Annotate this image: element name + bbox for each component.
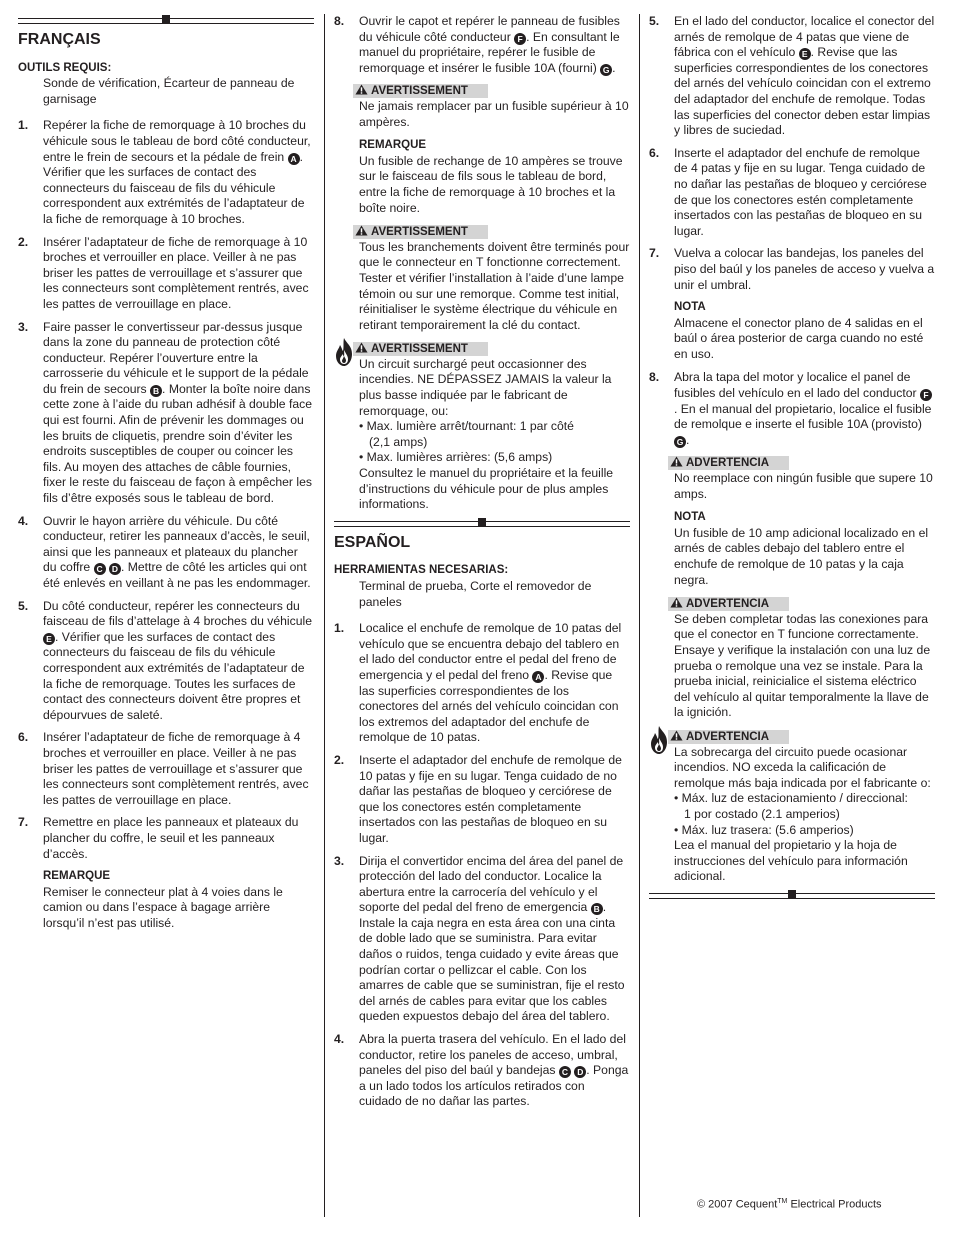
copyright-footer: © 2007 Cequent™ Electrical Products	[697, 1198, 882, 1211]
callout-g-icon: G	[674, 436, 686, 448]
section-rule	[18, 18, 314, 24]
spanish-note7: Almacene el conector plano de 4 salidas en el baúl o área posterior de carga cuando no esté en uso.	[674, 315, 924, 361]
column-divider	[324, 14, 325, 1217]
french-warning-2: AVERTISSEMENT Tous les branchements doivent être terminés pour que le connecteur en T fonctionne correctement. Tester et vérifier l’installation à l’aide d’une lampe témoin ou sur une remorque. Comme test initial, réinitialiser le système électrique du véhicule en retirant temporairement la clé du contact.	[334, 224, 630, 333]
section-rule	[334, 521, 630, 527]
instruction-step: 3. Faire passer le convertisseur par-dessus jusque dans la zone du panneau de protection côté conducteur. Repérer l’ouverture entre la carrosserie du véhicule et le support de la pédale du frein de secours B . Monter la boîte noire dans cette zone à l’aide du ruban adhésif à double face qui est fourni. Afin de prévenir les dommages ou les bruits de cliquetis, prendre soin d’éviter les endroits susceptibles de couper ou coincer les fils. Au moyen des attaches de câble fournies, fixer le reste du faisceau de façon à empêcher les fils d’être exposés sous le tableau de bord.	[18, 319, 312, 506]
callout-e-icon: E	[43, 633, 55, 645]
instruction-step: 4. Abra la puerta trasera del vehículo. En el lado del conductor, retire los paneles de acceso, umbral, paneles del piso del baúl y bandejas C D . Ponga a un lado todos los artículos retirados con cuidado de no dañar las partes.	[334, 1032, 629, 1109]
instruction-step: 2. Insérer l’adaptateur de fiche de remorquage à 10 broches et verrouiller en place. Veiller à ne pas briser les pattes de verrouillage et s’assurer que les connecteurs sont complètement rentrés, avec les pattes de verrouillage en place.	[18, 234, 309, 311]
instruction-step: 7. Vuelva a colocar las bandejas, los paneles del piso del baúl y los paneles de acceso y vuelva a unir el umbral.	[649, 246, 935, 292]
callout-c-icon: C	[94, 563, 106, 575]
column-divider	[639, 14, 640, 1217]
callout-f-icon: F	[514, 33, 526, 45]
instruction-step: 4. Ouvrir le hayon arrière du véhicule. Du côté conducteur, retirer les panneaux d’accès, le seuil, ainsi que les panneaux et plateaux du plancher du coffre C D . Mettre de côté les articles qui ont été enlevés en veillant à ne pas les endommager.	[18, 513, 311, 590]
instruction-step: 3. Dirija el convertidor encima del área del panel de protección del lado del conductor. Localice la abertura entre la carrocería del vehículo y el soporte del pedal del freno de emergencia B . Instale la caja negra en esta área con una cinta de doble lado que se suministra. Para evitar daños o ruidos, tenga cuidado y evite áreas que podrían cortar o pellizcar el cable. Con los amarres de cable que se suministran, fije el resto del arnés de cables para evitar que los cables queden expuestos debajo del área del tablero.	[334, 853, 625, 1024]
spanish-steps-1-4	[334, 621, 630, 1110]
fire-icon	[648, 725, 670, 755]
column-french-2	[334, 14, 630, 1117]
callout-d-icon: D	[574, 1066, 586, 1078]
instruction-step: 5. En el lado del conductor, localice el conector del arnés de remolque de 4 patas que viene de fábrica con el vehículo E . Revise que las superficies correspondientes de los conectores del arnés del vehículo coincidan con el extremo del adaptador del enchufe de remolque. Todas las superficies del conector deben estar limpias y libres de suciedad.	[649, 14, 935, 138]
spanish-tools: Terminal de prueba, Corte el removedor de paneles	[359, 579, 592, 609]
spanish-heading: ESPAÑOL	[334, 533, 411, 551]
spanish-tools-title: HERRAMIENTAS NECESARIAS:	[334, 564, 509, 577]
spanish-warning-3: ADVERTENCIA La sobrecarga del circuito puede ocasionar incendios. NO exceda la calificación de remolque más baja indicada por el fabricante o: • Máx. luz de estacionamiento / direccional: 1 por costado (2.1 amperios) • Máx. luz trasera: (5.6 amperios) Lea el manual del propietario y la hoja de instrucciones del vehículo para información adicional.	[649, 729, 935, 885]
section-rule	[649, 893, 935, 899]
callout-d-icon: D	[109, 563, 121, 575]
callout-b-icon: B	[150, 385, 162, 397]
french-warning-3: AVERTISSEMENT Un circuit surchargé peut occasionner des incendies. NE DÉPASSEZ JAMAIS la valeur la plus basse indiquée par le fabricant de remorquage, ou: • Max. lumière arrêt/tournant: 1 par côté (2,1 amps) • Max. lumières arrières: (5,6 amps) Consultez le manuel du propriétaire et la feuille d’instructions du véhicule pour de plus amples informations.	[334, 341, 630, 513]
instruction-step: 7. Remettre en place les panneaux et plateaux du plancher du coffre, le seuil et les panneaux d’accès.	[18, 815, 299, 861]
french-step-8	[334, 14, 630, 76]
fire-icon	[333, 337, 355, 367]
callout-c-icon: C	[559, 1066, 571, 1078]
warning-icon	[670, 730, 683, 741]
warning-icon	[355, 84, 368, 95]
french-heading: FRANÇAIS	[18, 31, 101, 48]
instruction-step: 8. Ouvrir le capot et repérer le panneau de fusibles du véhicule côté conducteur F . En consultant le manuel du propriétaire, repérer le fusible de remorquage et insérer le fusible 10A (fourni) G .	[334, 14, 620, 75]
french-note7: Remiser le connecteur plat à 4 voies dans le camion ou dans l’espace à bagage arrière lorsqu’il n’est pas utilisé.	[43, 884, 283, 930]
french-warning-1: AVERTISSEMENT Ne jamais remplacer par un fusible supérieur à 10 ampères.	[334, 83, 630, 130]
instruction-step: 5. Du côté conducteur, repérer les connecteurs du faisceau de fils d’attelage à 4 broches du véhicule E . Vérifier que les surfaces de contact des connecteurs du faisceau de fils du véhicule correspondent aux extrémités de l’adaptateur de la fiche de remorquage. Toutes les surfaces de contact des connecteurs doivent être propres et dépourvues de saleté.	[18, 598, 312, 722]
french-note8: Un fusible de rechange de 10 ampères se trouve sur le faisceau de fils sous le tableau de bord, entre la fiche de remorquage à 10 broches et la boîte noire.	[359, 153, 623, 215]
callout-f-icon: F	[920, 389, 932, 401]
french-note8-title: REMARQUE	[359, 139, 427, 152]
callout-e-icon: E	[799, 48, 811, 60]
french-note7-title: REMARQUE	[43, 870, 111, 883]
spanish-warning-2: ADVERTENCIA Se deben completar todas las conexiones para que el conector en T funcione correctamente. Ensaye y verifique la instalación con una luz de prueba o remolque una vez se instale. Para la prueba inicial, reinicialice el sistema eléctrico del vehículo al quitar temporalmente la llave de la ignición.	[649, 596, 935, 721]
french-tools: Sonde de vérification, Écarteur de panneau de garnisage	[43, 76, 295, 106]
instruction-step: 6. Insérer l’adaptateur de fiche de remorquage à 4 broches et verrouiller en place. Veiller à ne pas briser les pattes de verrouillage et s’assurer que les connecteurs sont complètement rentrés, avec les pattes de verrouillage en place.	[18, 730, 309, 807]
callout-b-icon: B	[591, 903, 603, 915]
spanish-warning-1: ADVERTENCIA No reemplace con ningún fusible que supere 10 amps.	[649, 455, 935, 502]
instruction-step: 6. Inserte el adaptador del enchufe de remolque de 4 patas y fije en su lugar. Tenga cuidado de no dañar las pestañas de bloqueo y cerciórese de que los conectores estén completamente insertados con las pestañas de bloqueo en su lugar.	[649, 145, 927, 238]
instruction-step: 1. Localice el enchufe de remolque de 10 patas del vehículo que se encuentra debajo del tablero en el lado del conductor entre el pedal del freno de emergencia y el pedal del freno A . Revise que las superficies correspondientes de los conectores del arnés del vehículo coincidan con los extremos del adaptador del enchufe de remolque de 10 patas.	[334, 621, 622, 745]
warning-icon	[670, 456, 683, 467]
callout-a-icon: A	[288, 153, 300, 165]
warning-icon	[355, 225, 368, 236]
spanish-note7-title: NOTA	[674, 301, 706, 314]
instruction-step: 1. Repérer la fiche de remorquage à 10 broches du véhicule sous le tableau de bord côté conducteur, entre le frein de secours et la pédale de frein A . Vérifier que les surfaces de contact des connecteurs du faisceau de fils du véhicule correspondent aux extrémités de l’adaptateur de la fiche de remorquage à 10 broches.	[18, 118, 311, 226]
spanish-steps-5-7	[649, 14, 935, 293]
column-french-1	[18, 14, 314, 939]
warning-icon	[355, 342, 368, 353]
instruction-step: 2. Inserte el adaptador del enchufe de remolque de 10 patas y fije en su lugar. Tenga cuidado de no dañar las pestañas de bloqueo y cerciórese de que los conectores estén completamente insertados con las pestañas de bloqueo en su lugar.	[334, 752, 622, 845]
warning-icon	[670, 597, 683, 608]
french-steps	[18, 118, 314, 862]
column-spanish-2	[649, 14, 935, 907]
spanish-note8-title: NOTA	[674, 511, 706, 524]
french-tools-title: OUTILS REQUIS:	[18, 61, 112, 74]
callout-g-icon: G	[600, 64, 612, 76]
instruction-step: 8. Abra la tapa del motor y localice el panel de fusibles del vehículo en el lado del conductor F. En el manual del propietario, localice el fusible de remolque e inserte el fusible 10A (provisto) G .	[649, 370, 932, 447]
spanish-step-8	[649, 370, 935, 448]
spanish-note8: Un fusible de 10 amp adicional localizado en el arnés de cables debajo del tablero entre el enchufe de remolque de 10 patas y la caja negra.	[674, 525, 929, 587]
callout-a-icon: A	[532, 671, 544, 683]
